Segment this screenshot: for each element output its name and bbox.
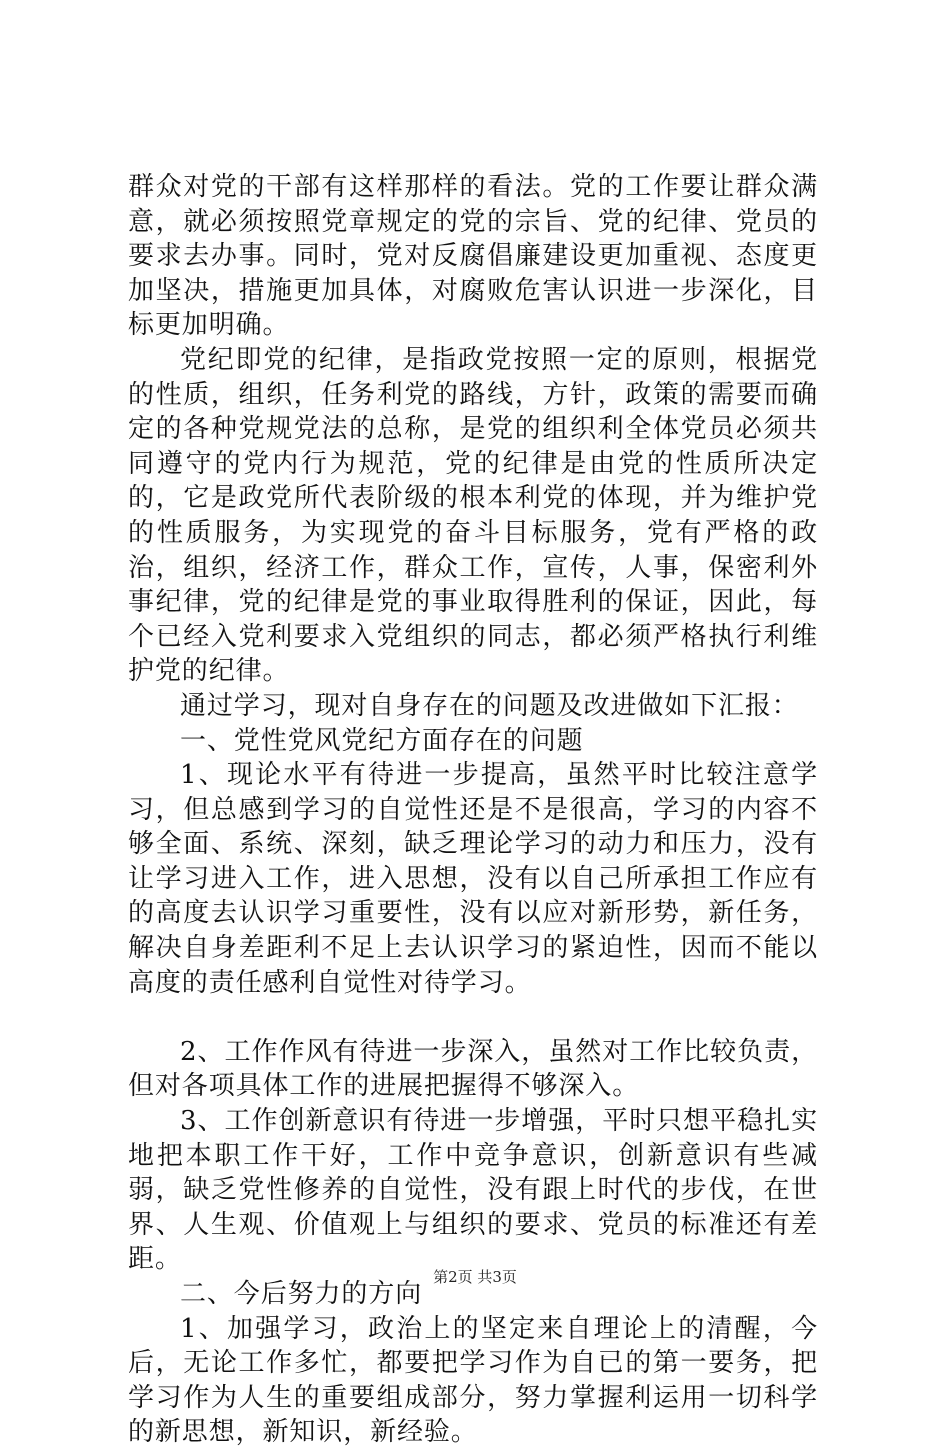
paragraph: 党纪即党的纪律，是指政党按照一定的原则，根据党的性质，组织，任务利党的路线，方针，政策的需要而确定的各种党规党法的总称，是党的组织利全体党员必须共同遵守的党内行为规范，党的纪律是由党的性质所决定的，它是政党所代表阶级的根本利党的体现，并为维护党的性质服务，为实现党的奋斗目标服务，党有严格的政治，组织，经济工作，群众工作，宣传，人事，保密利外事纪律，党的纪律是党的事业取得胜利的保证，因此，每个已经入党利要求入党组织的同志，都必须严格执行利维护党的纪律。 <box>128 344 818 687</box>
section-heading: 二、今后努力的方向 <box>180 1279 423 1309</box>
paragraph: 群众对党的干部有这样那样的看法。党的工作要让群众满意，就必须按照党章规定的党的宗旨、党的纪律、党员的要求去办事。同时，党对反腐倡廉建设更加重视、态度更加坚决，措施更加具体，对腐败危害认识进一步深化，目标更加明确。 <box>128 172 818 341</box>
paragraph: 1、现论水平有待进一步提高，虽然平时比较注意学习，但总感到学习的自觉性还是不是很高，学习的内容不够全面、系统、深刻，缺乏理论学习的动力和压力，没有让学习进入工作，进入思想，没有以自己所承担工作应有的高度去认识学习重要性，没有以应对新形势，新任务，解决自身差距利不足上去认识学习的紧迫性，因而不能以高度的责任感利自觉性对待学习。 <box>128 760 818 998</box>
section-heading: 一、党性党风党纪方面存在的问题 <box>180 725 584 756</box>
document-body <box>128 170 818 1450</box>
page-number-footer: 第2页 共3页 <box>433 1268 517 1286</box>
paragraph: 1、加强学习，政治上的坚定来自理论上的清醒，今后，无论工作多忙，都要把学习作为自已的第一要务，把学习作为人生的重要组成部分，努力掌握利运用一切科学的新思想，新知识，新经验。 <box>128 1313 818 1448</box>
paragraph: 3、工作创新意识有待进一步增强，平时只想平稳扎实地把本职工作干好，工作中竞争意识，创新意识有些减弱，缺乏党性修养的自觉性，没有跟上时代的步伐，在世界、人生观、价值观上与组织的要求、党员的标准还有差距。 <box>128 1106 818 1275</box>
paragraph: 通过学习，现对自身存在的问题及改进做如下汇报： <box>180 690 799 721</box>
paragraph: 2、工作作风有待进一步深入，虽然对工作比较负责，但对各项具体工作的进展把握得不够深入。 <box>128 1036 818 1102</box>
